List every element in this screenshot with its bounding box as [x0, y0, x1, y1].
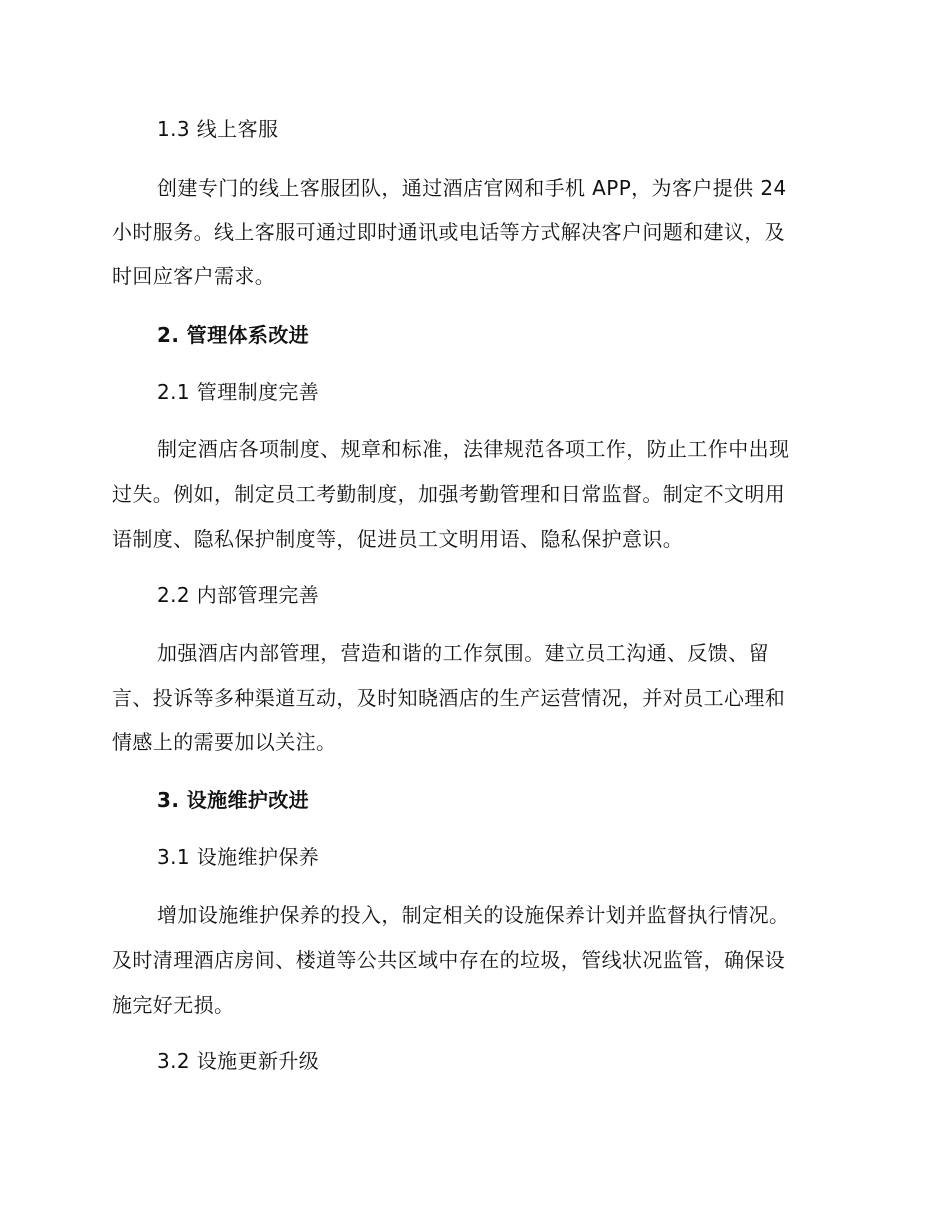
paragraph-line: 施完好无损。: [112, 993, 235, 1017]
section-heading-3-1: 3.1 设施维护保养: [157, 845, 320, 869]
section-heading-2-1: 2.1 管理制度完善: [157, 380, 320, 404]
paragraph-line: 及时清理酒店房间、楼道等公共区域中存在的垃圾，管线状况监管，确保设: [112, 948, 786, 972]
section-heading-2-2: 2.2 内部管理完善: [157, 583, 320, 607]
paragraph-line: 小时服务。线上客服可通过即时通讯或电话等方式解决客户问题和建议，及: [112, 220, 786, 244]
paragraph-line: 制定酒店各项制度、规章和标准，法律规范各项工作，防止工作中出现: [157, 437, 790, 461]
section-heading-1-3: 1.3 线上客服: [157, 117, 279, 141]
paragraph-line: 情感上的需要加以关注。: [112, 730, 337, 754]
section-heading-3: 3. 设施维护改进: [157, 788, 310, 812]
section-heading-2: 2. 管理体系改进: [157, 323, 310, 347]
paragraph-line: 时回应客户需求。: [112, 264, 276, 288]
paragraph-line: 增加设施维护保养的投入，制定相关的设施保养计划并监督执行情况。: [157, 903, 790, 927]
section-heading-3-2: 3.2 设施更新升级: [157, 1049, 320, 1073]
paragraph-line: 语制度、隐私保护制度等，促进员工文明用语、隐私保护意识。: [112, 527, 684, 551]
paragraph-line: 加强酒店内部管理，营造和谐的工作氛围。建立员工沟通、反馈、留: [157, 641, 769, 665]
paragraph-line: 言、投诉等多种渠道互动，及时知晓酒店的生产运营情况，并对员工心理和: [112, 686, 786, 710]
paragraph-line: 创建专门的线上客服团队，通过酒店官网和手机 APP，为客户提供 24: [157, 176, 787, 200]
paragraph-line: 过失。例如，制定员工考勤制度，加强考勤管理和日常监督。制定不文明用: [112, 482, 786, 506]
